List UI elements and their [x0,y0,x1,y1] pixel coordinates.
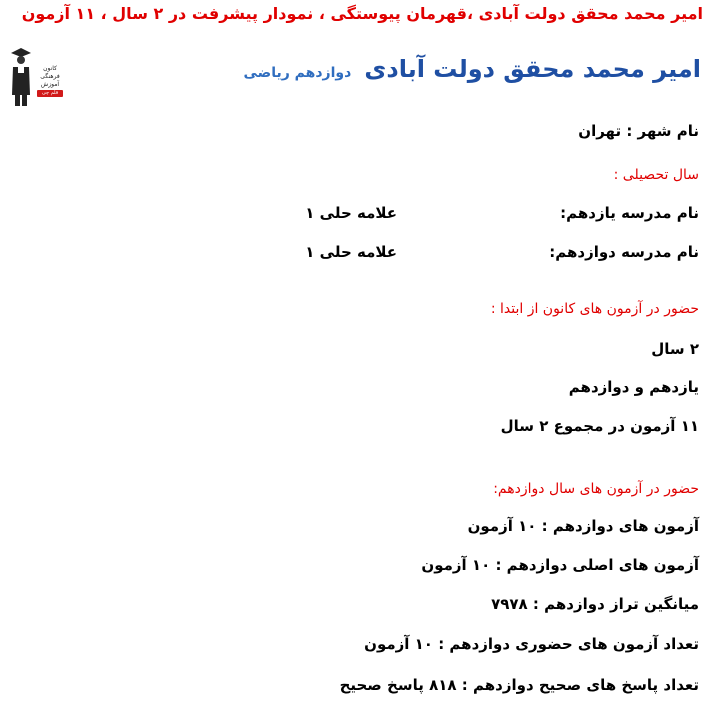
attendance-12-heading: حضور در آزمون های سال دوازدهم: [493,481,699,497]
academic-year-heading: سال تحصیلی : [613,167,699,183]
student-title [244,55,701,83]
average-taraz-12: میانگین تراز دوازدهم : ۷۹۷۸ [491,595,699,613]
attendance-years: ۲ سال [651,340,699,358]
main-exams-12-count: آزمون های اصلی دوازدهم : ۱۰ آزمون [421,556,699,574]
page-header: امیر محمد محقق دولت آبادی ،قهرمان پیوستگی ، نمودار پیشرفت در ۲ سال ، ۱۱ آزمون [21,4,703,23]
attendance-total-exams: ۱۱ آزمون در مجموع ۲ سال [500,417,699,435]
student-grade: دوازدهم ریاضی [243,65,352,81]
school-11-value: علامه حلی ۱ [305,204,397,222]
logo-line-3: آموزش [40,81,60,88]
in-person-exams-12: تعداد آزمون های حضوری دوازدهم : ۱۰ آزمون [364,635,699,653]
attendance-all-heading: حضور در آزمون های کانون از ابتدا : [490,301,699,317]
school-12-label: نام مدرسه دوازدهم: [549,243,699,261]
logo [9,43,65,107]
attendance-grades: یازدهم و دوازدهم [568,378,699,396]
logo-badge: قلم چی [37,90,63,97]
logo-text [35,65,65,97]
correct-answers-12: تعداد پاسخ های صحیح دوازدهم : ۸۱۸ پاسخ صحیح [339,676,699,694]
school-11-label: نام مدرسه یازدهم: [560,204,699,222]
school-12-value: علامه حلی ۱ [305,243,397,261]
graduate-figure-icon [9,43,33,107]
city-line: نام شهر : تهران [578,122,699,140]
logo-line-2: فرهنگی [40,73,60,80]
logo-line-1: کانون [43,65,57,72]
student-name: امیر محمد محقق دولت آبادی [364,55,701,83]
exams-12-count: آزمون های دوازدهم : ۱۰ آزمون [467,517,699,535]
